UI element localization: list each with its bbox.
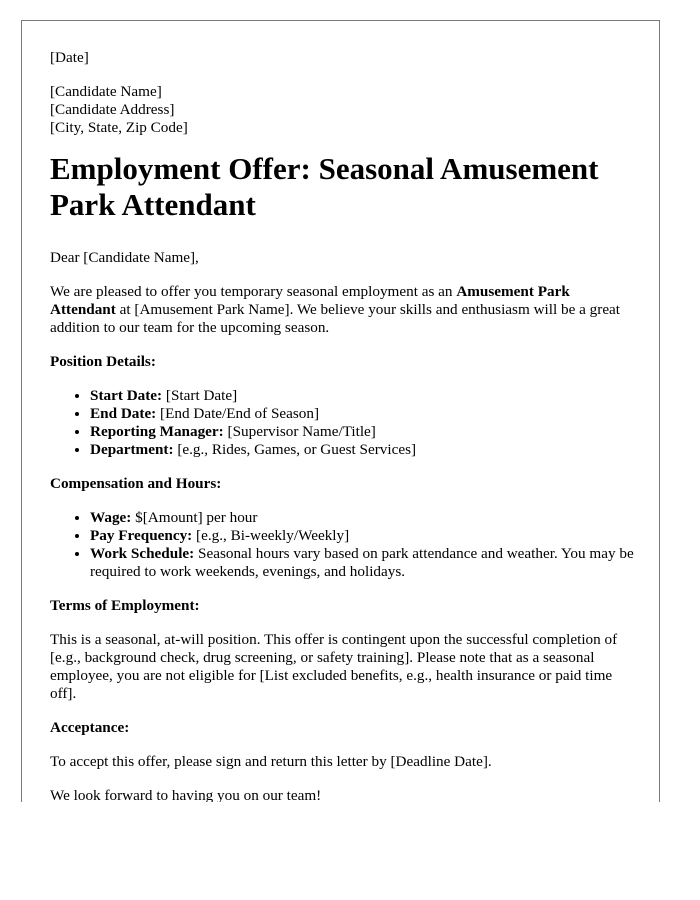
list-item xyxy=(90,441,635,459)
candidate-address-block xyxy=(50,83,635,137)
acceptance-heading: Acceptance: xyxy=(50,719,130,736)
letter-page xyxy=(21,20,660,802)
list-item xyxy=(90,527,635,545)
intro-text-2: at [Amusement Park Name]. We believe your skills and enthusiasm will be a great addition to our team for the upcoming season. xyxy=(50,301,621,336)
list-item-value: [End Date/End of Season] xyxy=(156,405,320,422)
compensation-list xyxy=(50,509,635,581)
list-item-value: Seasonal hours vary based on park attendance and weather. You may be required to work weekends, evenings, and holidays. xyxy=(90,545,634,580)
list-item xyxy=(90,405,635,423)
list-item xyxy=(90,545,635,581)
position-details-heading: Position Details: xyxy=(50,353,156,370)
list-item-value: [e.g., Rides, Games, or Guest Services] xyxy=(173,441,417,458)
list-item xyxy=(90,509,635,527)
closing-line: We look forward to having you on our team! xyxy=(50,787,322,802)
list-item-label: Department: xyxy=(90,441,174,458)
intro-position-title: Amusement Park Attendant xyxy=(50,283,570,318)
list-item-label: Pay Frequency: xyxy=(90,527,193,544)
candidate-name: [Candidate Name] xyxy=(50,83,162,100)
position-details-list xyxy=(50,387,635,459)
list-item xyxy=(90,387,635,405)
list-item-value: [e.g., Bi-weekly/Weekly] xyxy=(192,527,350,544)
terms-paragraph: This is a seasonal, at-will position. This offer is contingent upon the successful completion of [e.g., background check, drug screening, or safety training]. Please note that as a seasonal employee, you are not eligible for [List excluded benefits, e.g., health insurance or paid time off]. xyxy=(50,631,618,702)
letter-date: [Date] xyxy=(50,49,89,66)
letter-content xyxy=(50,49,635,802)
salutation: Dear [Candidate Name], xyxy=(50,249,199,266)
list-item-label: Reporting Manager: xyxy=(90,423,224,440)
city-state-zip: [City, State, Zip Code] xyxy=(50,119,188,136)
letter-title: Employment Offer: Seasonal Amusement Park Attendant xyxy=(50,151,599,222)
candidate-address: [Candidate Address] xyxy=(50,101,175,118)
list-item-value: [Start Date] xyxy=(162,387,238,404)
list-item-value: $[Amount] per hour xyxy=(131,509,258,526)
list-item-label: Wage: xyxy=(90,509,132,526)
intro-text-1: We are pleased to offer you temporary seasonal employment as an xyxy=(50,283,457,300)
list-item-label: Work Schedule: xyxy=(90,545,195,562)
list-item-label: Start Date: xyxy=(90,387,163,404)
list-item xyxy=(90,423,635,441)
intro-paragraph xyxy=(50,283,635,337)
list-item-value: [Supervisor Name/Title] xyxy=(223,423,376,440)
terms-heading: Terms of Employment: xyxy=(50,597,200,614)
compensation-heading: Compensation and Hours: xyxy=(50,475,222,492)
list-item-label: End Date: xyxy=(90,405,157,422)
acceptance-paragraph: To accept this offer, please sign and return this letter by [Deadline Date]. xyxy=(50,753,492,770)
